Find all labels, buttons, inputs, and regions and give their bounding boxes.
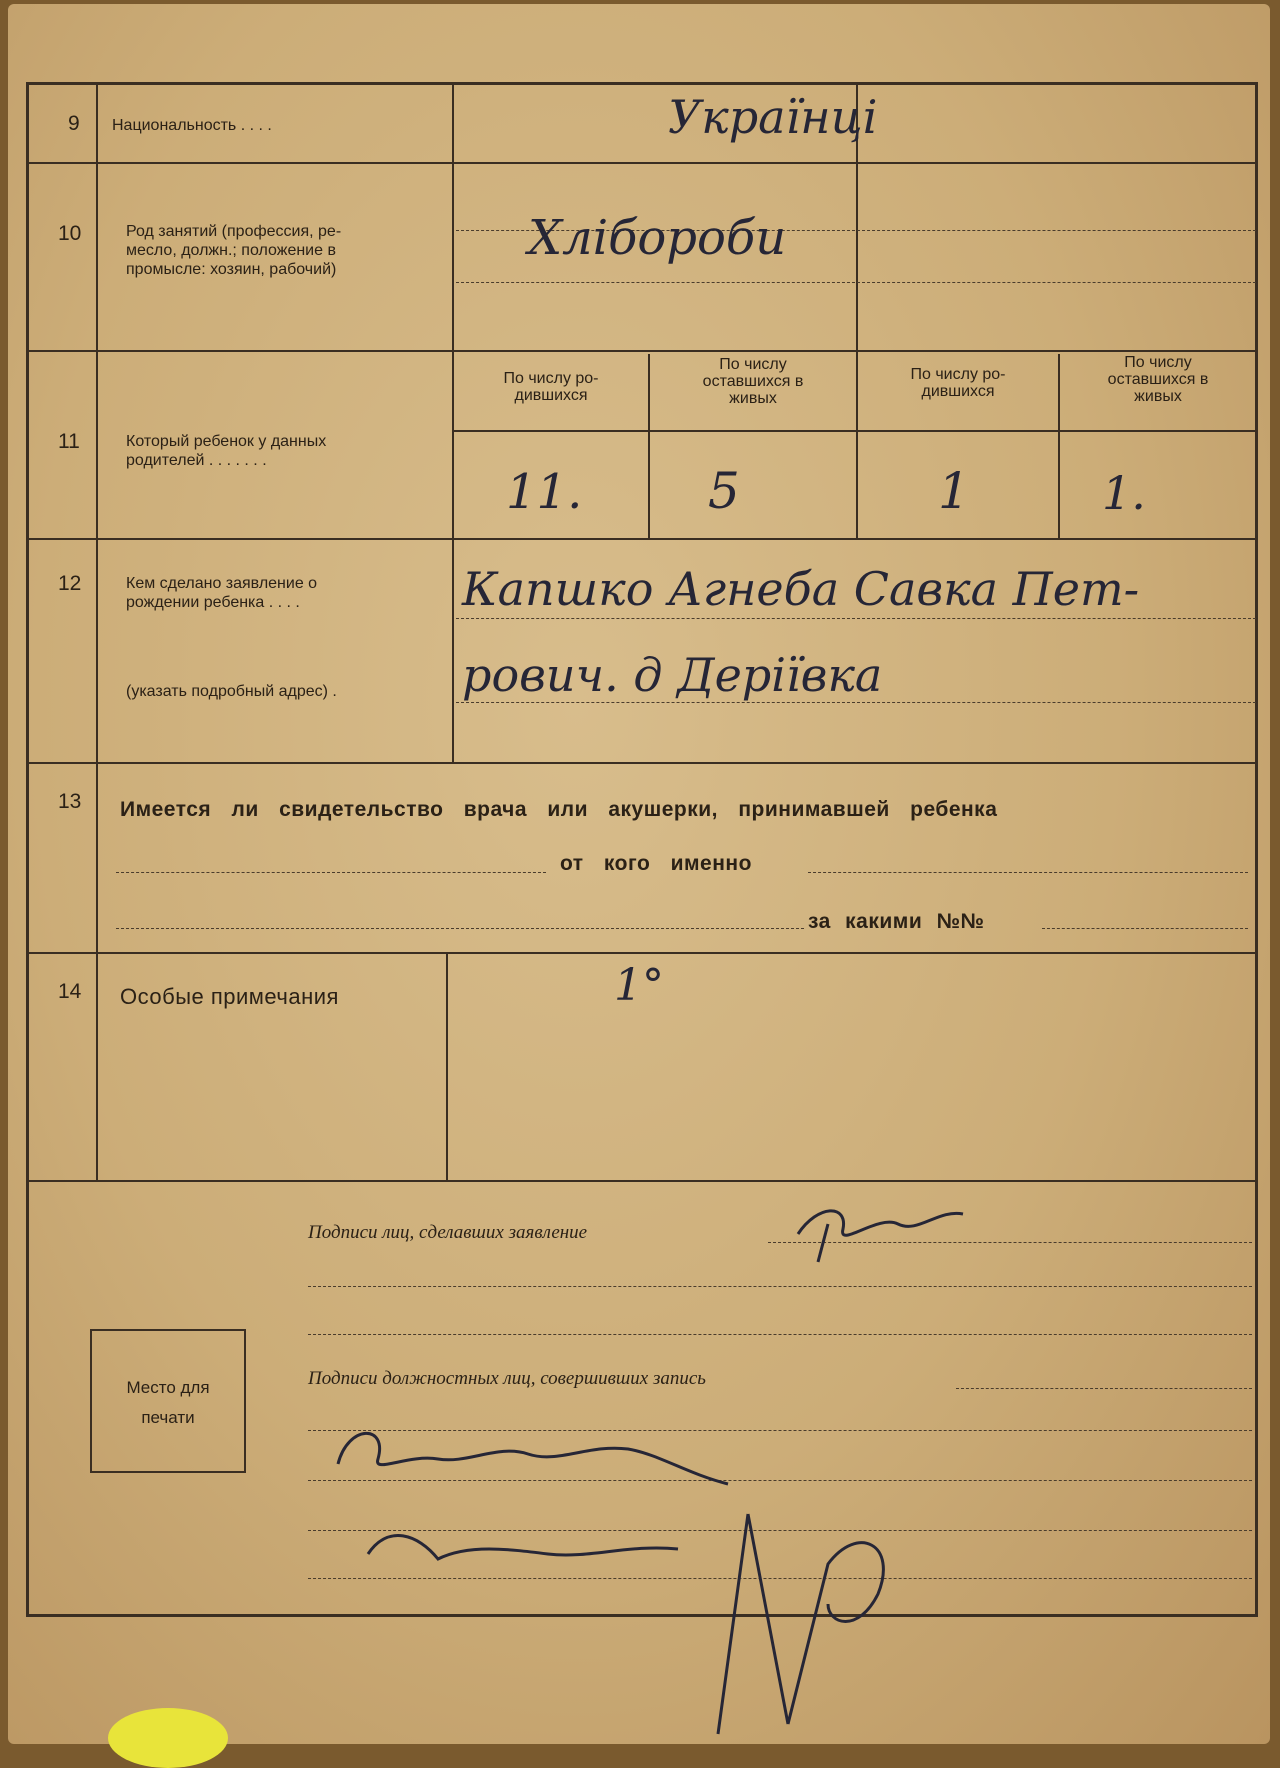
row-11-value-born-1: 11. (506, 464, 583, 520)
yellow-sticker (108, 1708, 228, 1768)
row-11-value-alive-1: 5 (708, 462, 740, 520)
row-11-label: Который ребенок у данных родителей . . . . . . . (126, 433, 327, 469)
row-13-dotted-line-4 (1042, 928, 1248, 929)
officials-line-0 (956, 1388, 1252, 1389)
officials-signature-label: Подписи должностных лиц, совершивших запись (308, 1368, 706, 1389)
row-13-dotted-line-3 (116, 928, 804, 929)
row-12-dotted-line-1 (456, 618, 1256, 619)
row-10-number: 10 (58, 222, 82, 245)
row-11-value-born-2: 1 (938, 462, 970, 520)
applicants-line-3 (308, 1334, 1252, 1335)
applicants-signature-label: Подписи лиц, сделавших заявление (308, 1222, 588, 1243)
row-13-from-whom-label: от кого именно (560, 852, 752, 875)
col-header-alive-2: По числу оставшихся в живых (1107, 354, 1209, 405)
row-13-question: Имеется ли свидетельство врача или акушерки, принимавшей ребенка (120, 798, 998, 821)
stamp-place-label: Место для печати (126, 1378, 210, 1427)
official-signature-2 (358, 1504, 918, 1744)
row-13-numbers-label: за какими №№ (808, 910, 985, 933)
applicant-signature (788, 1194, 978, 1264)
row-12-value-line-1: Капшко Агнеба Савка Пет- (462, 562, 1140, 616)
applicants-line-2 (308, 1286, 1252, 1287)
row-line-9 (28, 162, 1256, 164)
value-column-divider (856, 82, 858, 538)
col-header-born-1: По числу ро- дившихся (503, 370, 599, 404)
number-column-divider (96, 82, 98, 1182)
row-12-number: 12 (58, 572, 82, 595)
label-column-divider-top (452, 82, 454, 762)
row-14-value: 1° (614, 960, 664, 1011)
row-9-number: 9 (68, 112, 80, 135)
row-10-value: Хлібороби (528, 210, 787, 266)
row-10-dotted-line-2 (456, 282, 1256, 283)
row-14-label: Особые примечания (120, 984, 339, 1009)
row-12-dotted-line-2 (456, 702, 1256, 703)
label-column-divider-bottom (446, 954, 448, 1182)
row-12-address-label: (указать подробный адрес) . (126, 683, 337, 700)
stamp-place-box (90, 1329, 246, 1473)
row-11-value-alive-2: 1. (1102, 466, 1146, 520)
row-14-number: 14 (58, 980, 82, 1003)
row-line-13 (28, 952, 1256, 954)
row-line-11 (28, 538, 1256, 540)
row-13-dotted-line-2 (808, 872, 1248, 873)
row-11-number: 11 (58, 430, 80, 453)
row-13-number: 13 (58, 790, 82, 813)
row-12-label: Кем сделано заявление о рождении ребенка . . . . (126, 575, 318, 611)
row-line-12 (28, 762, 1256, 764)
row-12-value-line-2: рович. д Деріївка (462, 648, 883, 702)
row-9-label: Национальность . . . . (112, 117, 272, 134)
document-page (8, 4, 1270, 1744)
row-13-dotted-line-1 (116, 872, 546, 873)
official-signature-1 (328, 1414, 748, 1494)
col-header-alive-1: По числу оставшихся в живых (702, 356, 804, 407)
row11-header-line (452, 430, 1256, 432)
row-line-10 (28, 350, 1256, 352)
col-header-born-2: По числу ро- дившихся (910, 366, 1006, 400)
row-9-value: Українці (668, 90, 878, 144)
row-10-label: Род занятий (профессия, ре- месло, должн.; положение в промысле: хозяин, рабочий) (126, 223, 342, 278)
row-line-14 (28, 1180, 1256, 1182)
